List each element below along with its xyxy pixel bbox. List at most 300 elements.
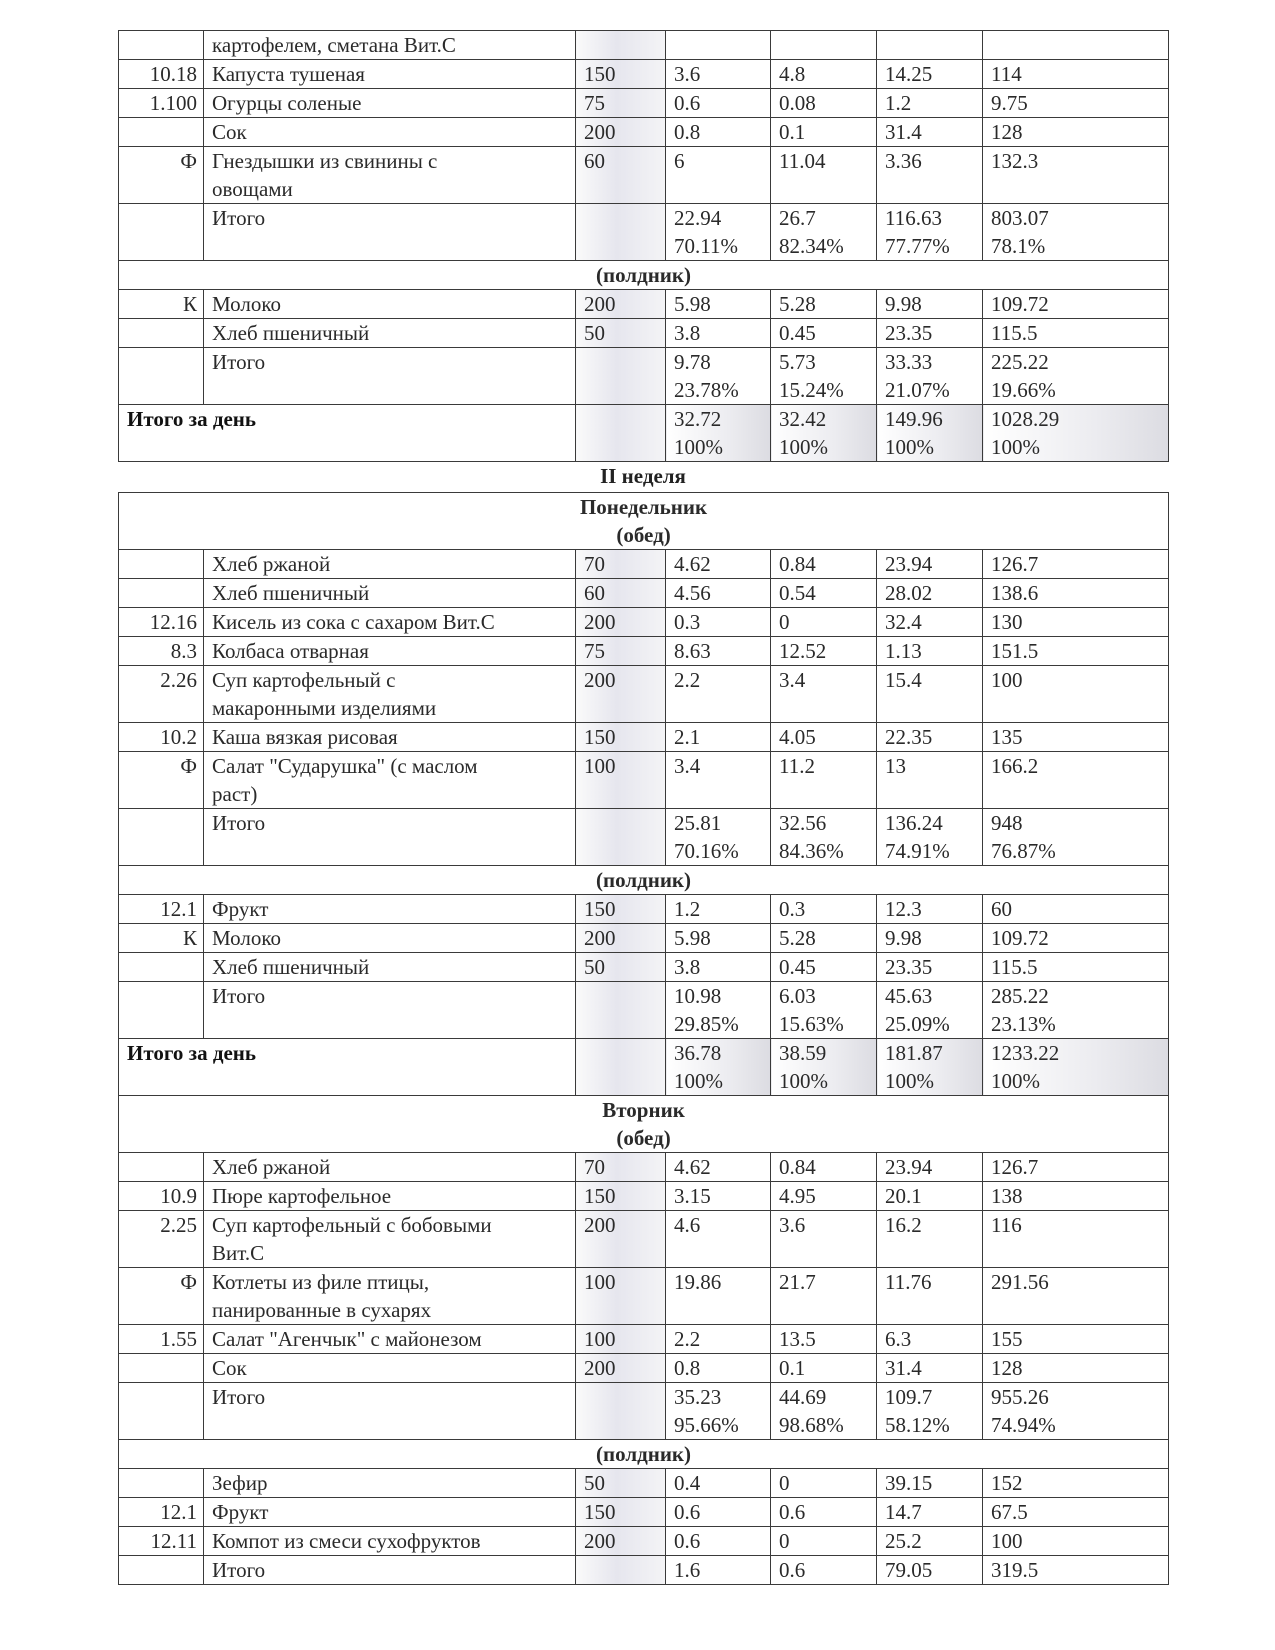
energy-value <box>983 1556 1169 1585</box>
fat-value <box>771 118 877 147</box>
table-row <box>119 608 1169 637</box>
portion-yield: 50 <box>576 953 666 982</box>
carbs-value <box>877 60 983 89</box>
protein-value-line: 3.15 <box>674 1184 711 1208</box>
table-row <box>119 31 1169 60</box>
dish-name-line: Хлеб ржаной <box>212 552 331 576</box>
carbs-value <box>877 1498 983 1527</box>
carbs-value <box>877 1182 983 1211</box>
table-row <box>119 637 1169 666</box>
protein-value <box>666 1039 771 1096</box>
dish-name <box>204 147 576 204</box>
table-row <box>119 89 1169 118</box>
fat-value-line: 84.36% <box>779 839 844 863</box>
protein-value <box>666 982 771 1039</box>
fat-value-line: 44.69 <box>779 1385 827 1409</box>
dish-name-line: Капуста тушеная <box>212 62 365 86</box>
recipe-code: 10.2 <box>119 723 204 752</box>
energy-value <box>983 924 1169 953</box>
table-row <box>119 924 1169 953</box>
energy-value <box>983 147 1169 204</box>
carbs-value <box>877 809 983 866</box>
dish-name-line: Сок <box>212 1356 247 1380</box>
fat-value-line: 5.28 <box>779 292 816 316</box>
protein-value <box>666 924 771 953</box>
protein-value-line: 0.6 <box>674 1500 701 1524</box>
recipe-code: Ф <box>119 147 204 204</box>
protein-value-line: 4.62 <box>674 1155 711 1179</box>
dish-name-line: Каша вязкая рисовая <box>212 725 398 749</box>
energy-value <box>983 60 1169 89</box>
carbs-value-line: 31.4 <box>885 120 922 144</box>
energy-value <box>983 290 1169 319</box>
fat-value-line: 0.3 <box>779 897 806 921</box>
fat-value <box>771 550 877 579</box>
table-row <box>119 895 1169 924</box>
protein-value-line: 3.8 <box>674 321 701 345</box>
table-row <box>119 1211 1169 1268</box>
recipe-code <box>119 982 204 1039</box>
recipe-code <box>119 1469 204 1498</box>
carbs-value <box>877 1469 983 1498</box>
protein-value <box>666 1182 771 1211</box>
protein-value-line: 32.72 <box>674 407 722 431</box>
carbs-value-line: 79.05 <box>885 1558 933 1582</box>
protein-value <box>666 89 771 118</box>
carbs-value-line: 14.25 <box>885 62 933 86</box>
protein-value-line: 6 <box>674 149 685 173</box>
fat-value-line: 13.5 <box>779 1327 816 1351</box>
dish-name-line: Итого <box>212 206 266 230</box>
protein-value-line: 36.78 <box>674 1041 722 1065</box>
protein-value <box>666 1354 771 1383</box>
carbs-value <box>877 147 983 204</box>
protein-value <box>666 1527 771 1556</box>
portion-yield: 200 <box>576 1211 666 1268</box>
fat-value-line: 0 <box>779 1471 790 1495</box>
dish-name <box>204 924 576 953</box>
carbs-value-line: 14.7 <box>885 1500 922 1524</box>
fat-value <box>771 204 877 261</box>
menu-table-week1-tail <box>118 30 1169 462</box>
carbs-value-line: 32.4 <box>885 610 922 634</box>
protein-value-line: 0.3 <box>674 610 701 634</box>
energy-value-line: 948 <box>991 811 1023 835</box>
meal-heading-snack <box>119 261 1169 290</box>
section-heading: (полдник) <box>596 1442 692 1466</box>
dish-name <box>204 723 576 752</box>
energy-value <box>983 608 1169 637</box>
energy-value-line: 60 <box>991 897 1012 921</box>
fat-value <box>771 31 877 60</box>
fat-value <box>771 147 877 204</box>
table-row <box>119 1325 1169 1354</box>
protein-value-line: 100% <box>674 435 723 459</box>
protein-value-line: 3.6 <box>674 62 701 86</box>
table-row <box>119 1268 1169 1325</box>
protein-value-line: 8.63 <box>674 639 711 663</box>
portion-yield: 200 <box>576 608 666 637</box>
portion-yield <box>576 1556 666 1585</box>
dish-name <box>204 1325 576 1354</box>
fat-value-line: 5.28 <box>779 926 816 950</box>
portion-yield: 150 <box>576 60 666 89</box>
table-row <box>119 319 1169 348</box>
fat-value-line: 0.45 <box>779 321 816 345</box>
energy-value-line: 155 <box>991 1327 1023 1351</box>
protein-value-line: 29.85% <box>674 1012 739 1036</box>
fat-value-line: 12.52 <box>779 639 827 663</box>
fat-value-line: 0.6 <box>779 1558 806 1582</box>
dish-name <box>204 1469 576 1498</box>
dish-name <box>204 348 576 405</box>
table-row <box>119 118 1169 147</box>
fat-value <box>771 752 877 809</box>
protein-value <box>666 118 771 147</box>
carbs-value-line: 74.91% <box>885 839 950 863</box>
fat-value-line: 0 <box>779 610 790 634</box>
protein-value-line: 0.6 <box>674 1529 701 1553</box>
dish-name <box>204 60 576 89</box>
recipe-code: К <box>119 924 204 953</box>
dish-name <box>204 1498 576 1527</box>
recipe-code <box>119 953 204 982</box>
dish-name-line: овощами <box>212 177 293 201</box>
fat-value <box>771 1527 877 1556</box>
carbs-value <box>877 550 983 579</box>
table-row <box>119 1498 1169 1527</box>
protein-value-line: 5.98 <box>674 926 711 950</box>
carbs-value-line: 1.13 <box>885 639 922 663</box>
recipe-code <box>119 579 204 608</box>
dish-name <box>204 637 576 666</box>
fat-value <box>771 1469 877 1498</box>
meal-heading-snack-cell <box>119 1440 1169 1469</box>
fat-value <box>771 1182 877 1211</box>
carbs-value-line: 77.77% <box>885 234 950 258</box>
carbs-value <box>877 752 983 809</box>
portion-yield: 60 <box>576 579 666 608</box>
portion-yield: 150 <box>576 723 666 752</box>
energy-value <box>983 1182 1169 1211</box>
energy-value-line: 955.26 <box>991 1385 1049 1409</box>
carbs-value-line: 9.98 <box>885 292 922 316</box>
fat-value-line: 15.63% <box>779 1012 844 1036</box>
protein-value-line: 0.4 <box>674 1471 701 1495</box>
protein-value <box>666 895 771 924</box>
energy-value-line: 109.72 <box>991 926 1049 950</box>
dish-name-line: макаронными изделиями <box>212 696 437 720</box>
protein-value-line: 3.4 <box>674 754 701 778</box>
recipe-code: 12.11 <box>119 1527 204 1556</box>
portion-yield: 150 <box>576 1182 666 1211</box>
fat-value-line: 4.8 <box>779 62 806 86</box>
carbs-value <box>877 637 983 666</box>
portion-yield: 70 <box>576 550 666 579</box>
carbs-value <box>877 1268 983 1325</box>
carbs-value <box>877 1383 983 1440</box>
portion-yield: 200 <box>576 1354 666 1383</box>
energy-value-line: 130 <box>991 610 1023 634</box>
dish-name-line: Молоко <box>212 292 281 316</box>
energy-value-line: 151.5 <box>991 639 1039 663</box>
carbs-value-line: 33.33 <box>885 350 933 374</box>
recipe-code: 12.1 <box>119 1498 204 1527</box>
energy-value <box>983 579 1169 608</box>
energy-value-line: 100% <box>991 1069 1040 1093</box>
subtotal-row <box>119 348 1169 405</box>
fat-value <box>771 405 877 462</box>
energy-value <box>983 953 1169 982</box>
dish-name <box>204 290 576 319</box>
recipe-code <box>119 31 204 60</box>
protein-value-line: 25.81 <box>674 811 722 835</box>
energy-value-line: 285.22 <box>991 984 1049 1008</box>
recipe-code: 2.25 <box>119 1211 204 1268</box>
fat-value-line: 15.24% <box>779 378 844 402</box>
protein-value-line: 0.8 <box>674 1356 701 1380</box>
dish-name-line: Компот из смеси сухофруктов <box>212 1529 481 1553</box>
dish-name-line: Хлеб пшеничный <box>212 581 370 605</box>
fat-value <box>771 1153 877 1182</box>
table-row <box>119 1153 1169 1182</box>
energy-value <box>983 348 1169 405</box>
protein-value-line: 2.2 <box>674 668 701 692</box>
protein-value-line: 22.94 <box>674 206 722 230</box>
energy-value-line: 19.66% <box>991 378 1056 402</box>
fat-value <box>771 1556 877 1585</box>
table-row <box>119 1354 1169 1383</box>
carbs-value-line: 23.35 <box>885 955 933 979</box>
dish-name-line: картофелем, сметана Вит.С <box>212 33 456 57</box>
carbs-value-line: 100% <box>885 435 934 459</box>
carbs-value-line: 116.63 <box>885 206 942 230</box>
portion-yield: 200 <box>576 290 666 319</box>
energy-value <box>983 550 1169 579</box>
dish-name-line: Фрукт <box>212 897 269 921</box>
portion-yield: 200 <box>576 924 666 953</box>
carbs-value <box>877 608 983 637</box>
energy-value-line: 67.5 <box>991 1500 1028 1524</box>
energy-value-line: 803.07 <box>991 206 1049 230</box>
meal-heading-snack-cell <box>119 261 1169 290</box>
energy-value-line: 128 <box>991 1356 1023 1380</box>
protein-value <box>666 608 771 637</box>
portion-yield <box>576 31 666 60</box>
recipe-code <box>119 1556 204 1585</box>
dish-name <box>204 953 576 982</box>
portion-yield: 100 <box>576 752 666 809</box>
energy-value-line: 166.2 <box>991 754 1039 778</box>
protein-value <box>666 1268 771 1325</box>
dish-name <box>204 1527 576 1556</box>
energy-value-line: 1233.22 <box>991 1041 1060 1065</box>
protein-value <box>666 147 771 204</box>
protein-value-line: 9.78 <box>674 350 711 374</box>
protein-value-line: 4.6 <box>674 1213 701 1237</box>
energy-value-line: 138 <box>991 1184 1023 1208</box>
energy-value-line: 9.75 <box>991 91 1028 115</box>
carbs-value-line: 39.15 <box>885 1471 933 1495</box>
fat-value-line: 32.56 <box>779 811 827 835</box>
recipe-code: Ф <box>119 752 204 809</box>
protein-value <box>666 1383 771 1440</box>
energy-value <box>983 1039 1169 1096</box>
fat-value <box>771 723 877 752</box>
dish-name-line: Хлеб пшеничный <box>212 955 370 979</box>
recipe-code: К <box>119 290 204 319</box>
protein-value <box>666 1498 771 1527</box>
energy-value <box>983 1383 1169 1440</box>
carbs-value <box>877 1211 983 1268</box>
recipe-code: 12.16 <box>119 608 204 637</box>
energy-value-line: 100% <box>991 435 1040 459</box>
fat-value-line: 0.84 <box>779 1155 816 1179</box>
carbs-value <box>877 319 983 348</box>
carbs-value-line: 13 <box>885 754 906 778</box>
section-heading: (полдник) <box>596 868 692 892</box>
protein-value-line: 0.8 <box>674 120 701 144</box>
fat-value <box>771 953 877 982</box>
energy-value-line: 109.72 <box>991 292 1049 316</box>
dish-name-line: Кисель из сока с сахаром Вит.С <box>212 610 495 634</box>
carbs-value <box>877 982 983 1039</box>
energy-value <box>983 1153 1169 1182</box>
dish-name-line: Пюре картофельное <box>212 1184 392 1208</box>
carbs-value-line: 28.02 <box>885 581 933 605</box>
recipe-code <box>119 1153 204 1182</box>
dish-name <box>204 1268 576 1325</box>
subtotal-row <box>119 1383 1169 1440</box>
fat-value-line: 100% <box>779 1069 828 1093</box>
fat-value <box>771 637 877 666</box>
recipe-code <box>119 1354 204 1383</box>
portion-yield <box>576 809 666 866</box>
dish-name-line: Огурцы соленые <box>212 91 362 115</box>
table-row <box>119 290 1169 319</box>
energy-value <box>983 31 1169 60</box>
section-heading: (обед) <box>616 523 671 547</box>
carbs-value <box>877 290 983 319</box>
energy-value <box>983 319 1169 348</box>
protein-value-line: 1.2 <box>674 897 701 921</box>
dish-name <box>204 666 576 723</box>
protein-value <box>666 1325 771 1354</box>
fat-value <box>771 89 877 118</box>
dish-name-line: Сок <box>212 120 247 144</box>
energy-value-line: 225.22 <box>991 350 1049 374</box>
carbs-value-line: 6.3 <box>885 1327 912 1351</box>
carbs-value-line: 181.87 <box>885 1041 943 1065</box>
fat-value <box>771 579 877 608</box>
meal-heading-snack-cell <box>119 866 1169 895</box>
dish-name <box>204 319 576 348</box>
portion-yield <box>576 204 666 261</box>
fat-value-line: 4.95 <box>779 1184 816 1208</box>
fat-value-line: 4.05 <box>779 725 816 749</box>
energy-value-line: 115.5 <box>991 955 1038 979</box>
protein-value <box>666 1556 771 1585</box>
day-total-label: Итого за день <box>119 1039 576 1096</box>
table-row <box>119 666 1169 723</box>
energy-value <box>983 723 1169 752</box>
fat-value <box>771 1268 877 1325</box>
table-row <box>119 953 1169 982</box>
subtotal-row <box>119 204 1169 261</box>
dish-name <box>204 550 576 579</box>
portion-yield: 100 <box>576 1325 666 1354</box>
energy-value-line: 76.87% <box>991 839 1056 863</box>
protein-value-line: 2.1 <box>674 725 701 749</box>
dish-name <box>204 1182 576 1211</box>
menu-document <box>118 30 1168 1585</box>
carbs-value <box>877 204 983 261</box>
portion-yield: 50 <box>576 319 666 348</box>
dish-name-line: Итого <box>212 984 266 1008</box>
carbs-value-line: 20.1 <box>885 1184 922 1208</box>
fat-value <box>771 1039 877 1096</box>
table-row <box>119 147 1169 204</box>
energy-value <box>983 752 1169 809</box>
fat-value-line: 21.7 <box>779 1270 816 1294</box>
energy-value-line: 128 <box>991 120 1023 144</box>
energy-value-line: 1028.29 <box>991 407 1060 431</box>
meal-heading-snack <box>119 866 1169 895</box>
portion-yield <box>576 1039 666 1096</box>
energy-value-line: 135 <box>991 725 1023 749</box>
fat-value <box>771 1211 877 1268</box>
recipe-code <box>119 1383 204 1440</box>
fat-value <box>771 1354 877 1383</box>
table-row <box>119 60 1169 89</box>
dish-name <box>204 31 576 60</box>
dish-name-line: Итого <box>212 350 266 374</box>
portion-yield: 200 <box>576 118 666 147</box>
carbs-value-line: 100% <box>885 1069 934 1093</box>
carbs-value-line: 3.36 <box>885 149 922 173</box>
protein-value-line: 5.98 <box>674 292 711 316</box>
protein-value <box>666 666 771 723</box>
protein-value-line: 4.62 <box>674 552 711 576</box>
dish-name-line: Суп картофельный с бобовыми <box>212 1213 492 1237</box>
dish-name <box>204 118 576 147</box>
dish-name-line: Гнездышки из свинины с <box>212 149 438 173</box>
dish-name-line: Зефир <box>212 1471 268 1495</box>
table-row <box>119 1469 1169 1498</box>
energy-value <box>983 1498 1169 1527</box>
protein-value-line: 70.11% <box>674 234 738 258</box>
protein-value <box>666 579 771 608</box>
protein-value-line: 10.98 <box>674 984 722 1008</box>
energy-value-line: 100 <box>991 1529 1023 1553</box>
carbs-value <box>877 723 983 752</box>
carbs-value <box>877 924 983 953</box>
dish-name <box>204 608 576 637</box>
fat-value-line: 0.54 <box>779 581 816 605</box>
carbs-value <box>877 1527 983 1556</box>
menu-table-week2 <box>118 492 1169 1585</box>
portion-yield <box>576 405 666 462</box>
protein-value <box>666 204 771 261</box>
day-total-label: Итого за день <box>119 405 576 462</box>
energy-value-line: 138.6 <box>991 581 1039 605</box>
portion-yield: 200 <box>576 1527 666 1556</box>
protein-value-line: 100% <box>674 1069 723 1093</box>
dish-name-line: Хлеб пшеничный <box>212 321 370 345</box>
dish-name <box>204 1153 576 1182</box>
energy-value-line: 100 <box>991 668 1023 692</box>
fat-value <box>771 1325 877 1354</box>
